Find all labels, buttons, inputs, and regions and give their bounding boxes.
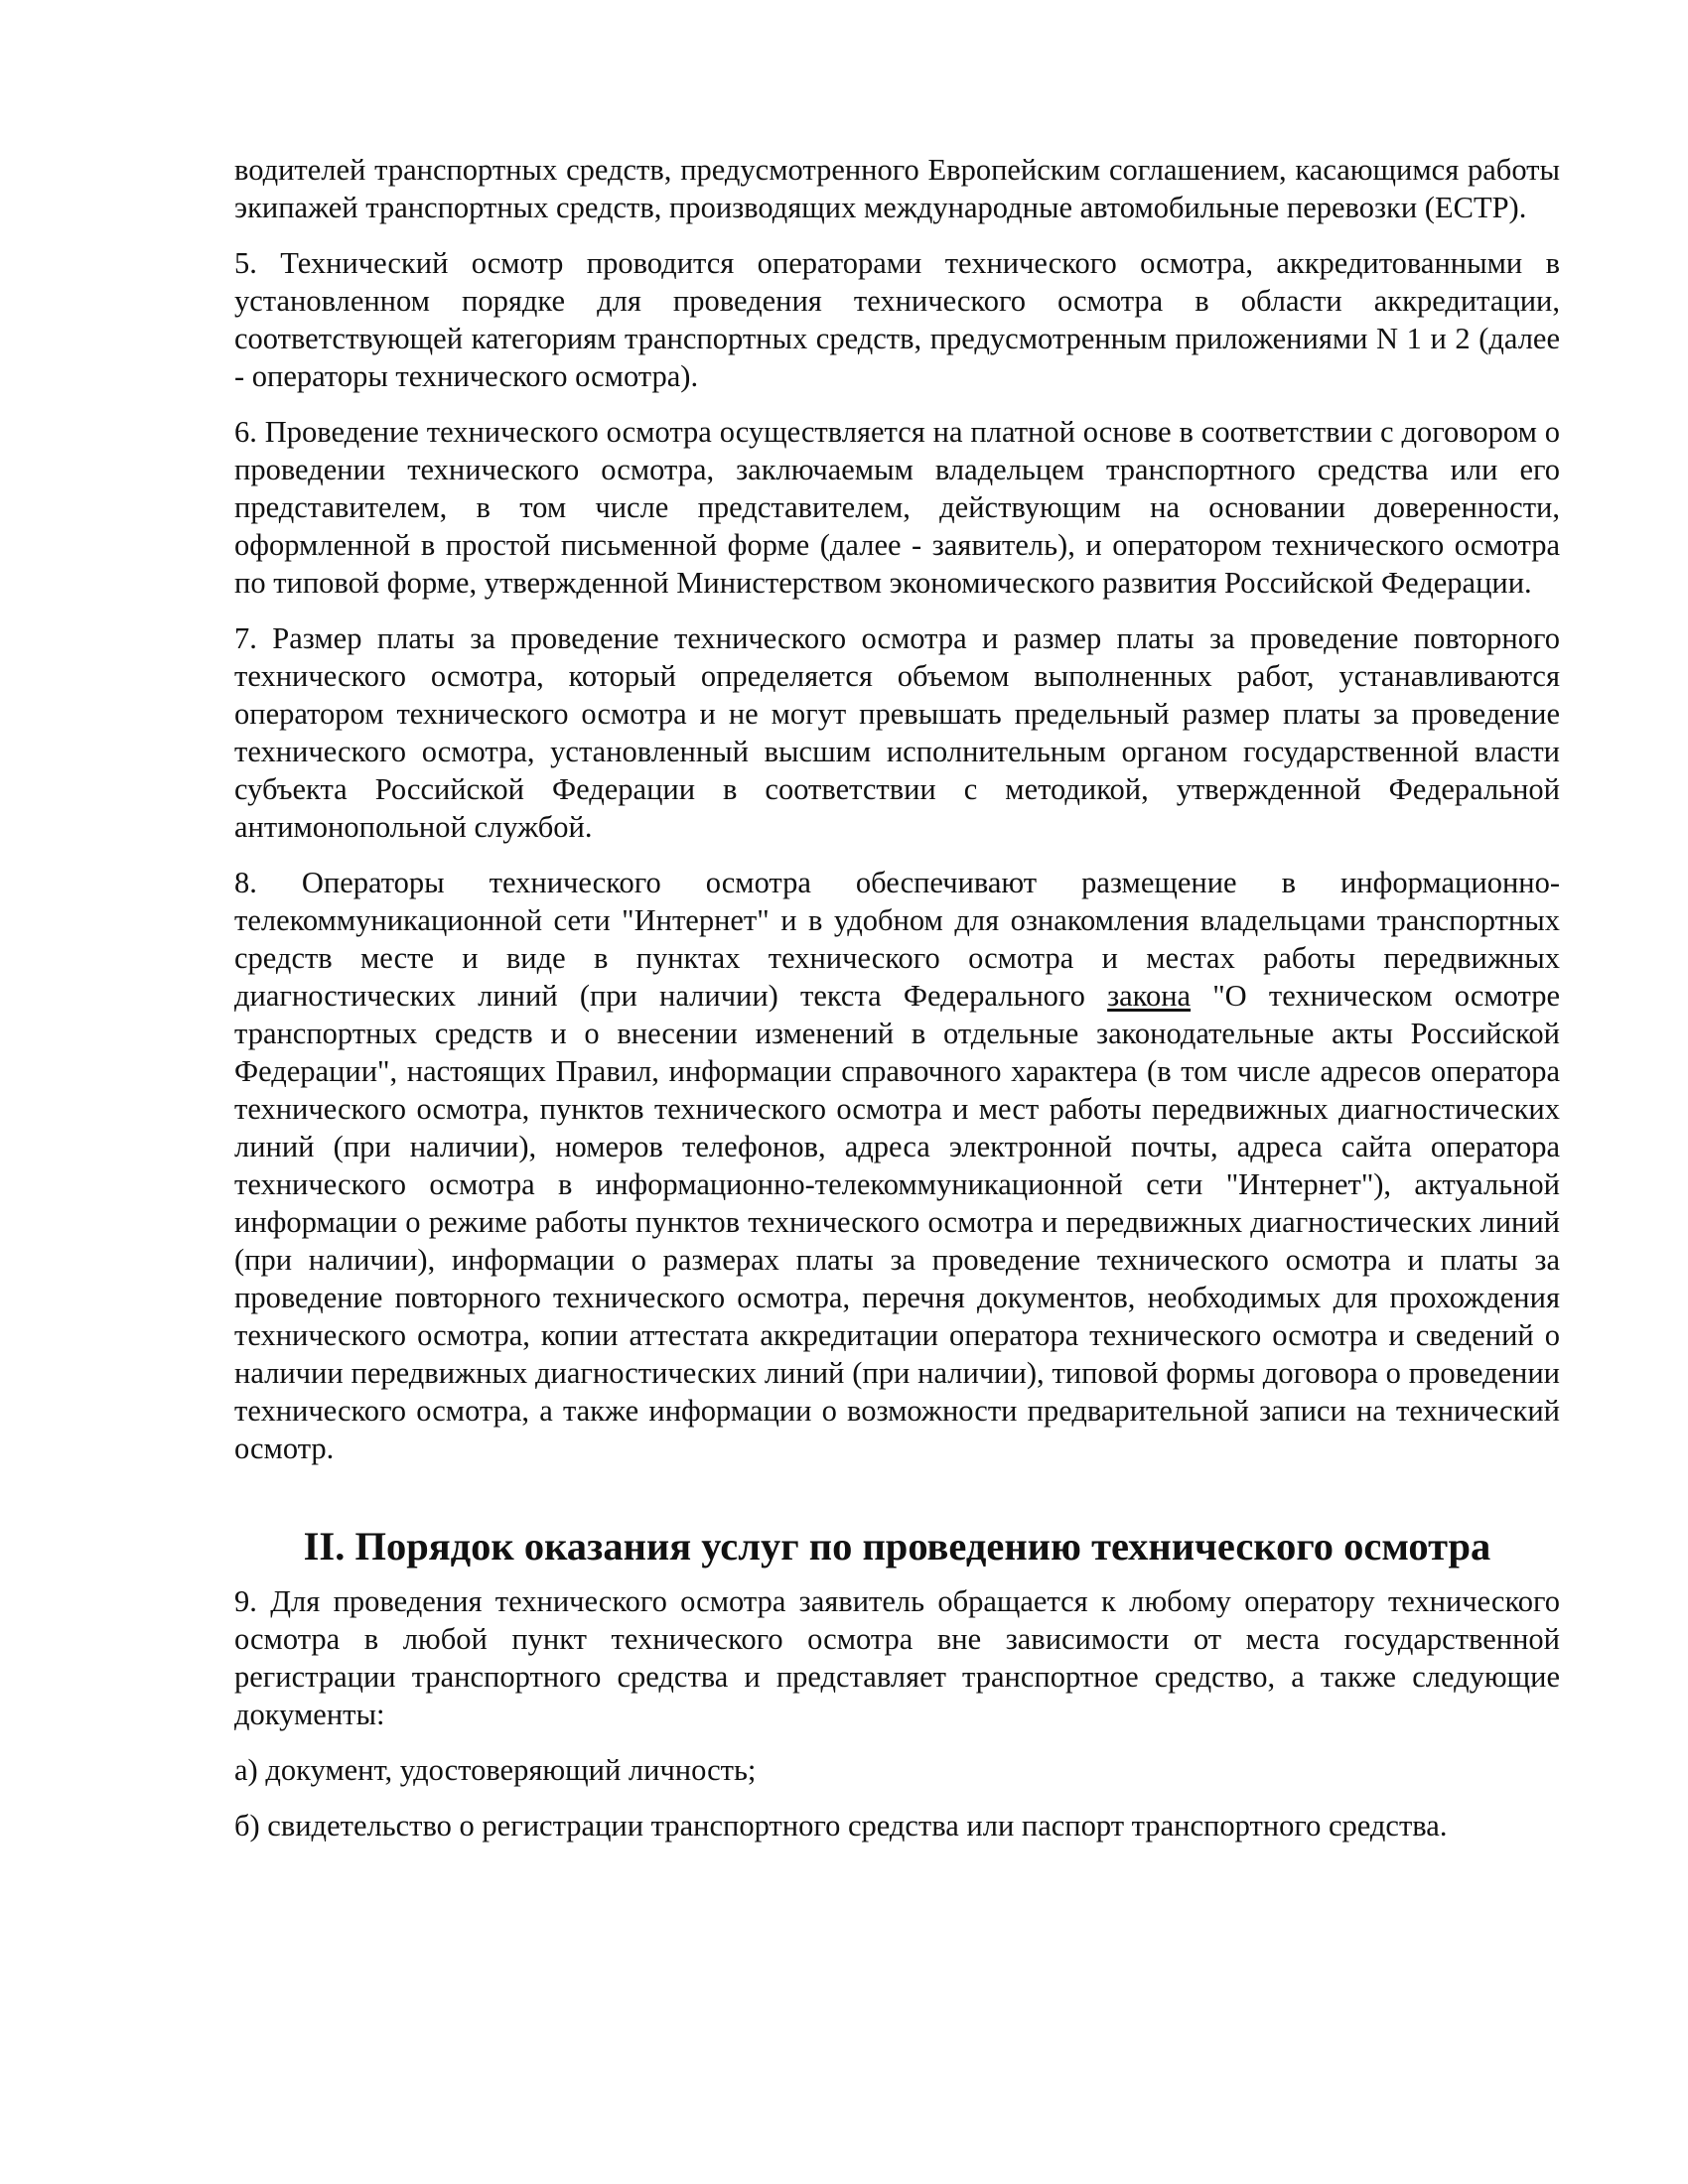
section-ii-heading: II. Порядок оказания услуг по проведению технического осмотра (303, 1524, 1491, 1569)
list-item-b: б) свидетельство о регистрации транспортного средства или паспорт транспортного средства. (234, 1809, 1448, 1843)
paragraph-8 (234, 864, 1560, 1467)
paragraph-8-text-before-link: 8. Операторы технического осмотра обеспечивают размещение в информационно-телекоммуникационной сети "Интернет" и в удобном для ознакомления владельцами транспортных средств месте и виде в пунктах технического осмотра и местах работы передвижных диагностических линий (при наличии) текста Федерального (234, 866, 1560, 1013)
paragraph-6: 6. Проведение технического осмотра осуществляется на платной основе в соответствии с договором о проведении технического осмотра, заключаемым владельцем транспортного средства или его представителем, в том числе представителем, действующим на основании доверенности, оформленной в простой письменной форме (далее - заявитель), и оператором технического осмотра по типовой форме, утвержденной Министерством экономического развития Российской Федерации. (234, 415, 1560, 600)
paragraph-9: 9. Для проведения технического осмотра заявитель обращается к любому оператору технического осмотра в любой пункт технического осмотра вне зависимости от места государственной регистрации транспортного средства и представляет транспортное средство, а также следующие документы: (234, 1584, 1560, 1731)
law-link[interactable]: закона (1107, 979, 1192, 1013)
document-body (234, 151, 1560, 1844)
paragraph-4-continuation: водителей транспортных средств, предусмотренного Европейским соглашением, касающимся работы экипажей транспортных средств, производящих международные автомобильные перевозки (ЕСТР). (234, 153, 1560, 224)
paragraph-7: 7. Размер платы за проведение технического осмотра и размер платы за проведение повторного технического осмотра, который определяется объемом выполненных работ, устанавливаются оператором технического осмотра и не могут превышать предельный размер платы за проведение технического осмотра, установленный высшим исполнительным органом государственной власти субъекта Российской Федерации в соответствии с методикой, утвержденной Федеральной антимонопольной службой. (234, 621, 1560, 844)
paragraph-8-text-after-link: "О техническом осмотре транспортных средств и о внесении изменений в отдельные законодательные акты Российской Федерации", настоящих Правил, информации справочного характера (в том числе адресов оператора технического осмотра, пунктов технического осмотра и мест работы передвижных диагностических линий (при наличии), номеров телефонов, адреса электронной почты, адреса сайта оператора технического осмотра в информационно-телекоммуникационной сети "Интернет"), актуальной информации о режиме работы пунктов технического осмотра и передвижных диагностических линий (при наличии), информации о размерах платы за проведение технического осмотра и платы за проведение повторного технического осмотра, перечня документов, необходимых для прохождения технического осмотра, копии аттестата аккредитации оператора технического осмотра и сведений о наличии передвижных диагностических линий (при наличии), типовой формы договора о проведении технического осмотра, а также информации о возможности предварительной записи на технический осмотр. (234, 979, 1560, 1465)
list-item-a: а) документ, удостоверяющий личность; (234, 1753, 757, 1787)
paragraph-5: 5. Технический осмотр проводится операторами технического осмотра, аккредитованными в установленном порядке для проведения технического осмотра в области аккредитации, соответствующей категориям транспортных средств, предусмотренным приложениями N 1 и 2 (далее - операторы технического осмотра). (234, 246, 1560, 393)
